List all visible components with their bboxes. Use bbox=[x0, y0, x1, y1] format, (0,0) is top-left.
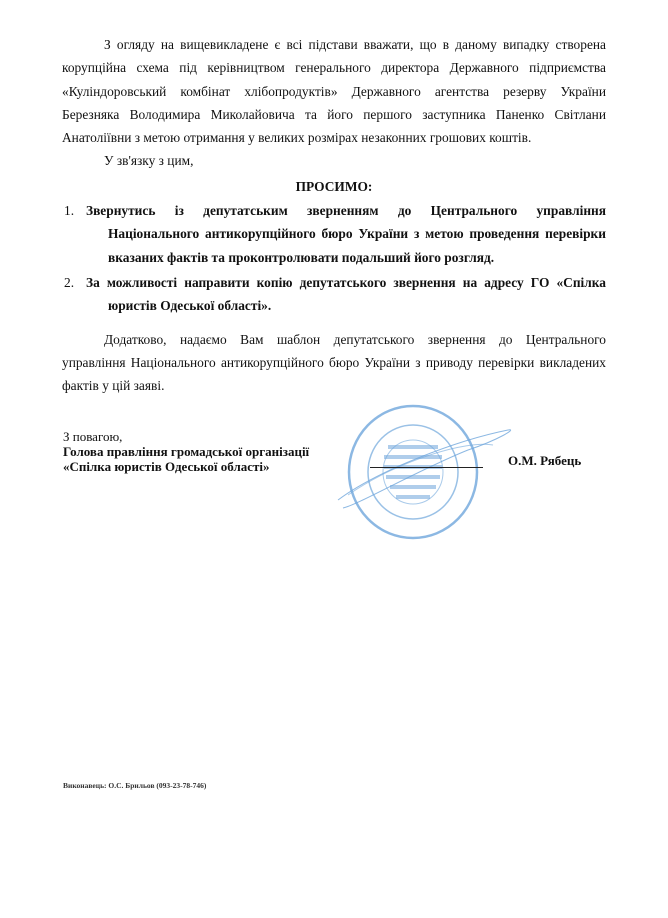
text-line: За можливості направити копію депутатського звернення на адресу ГО «Спілка bbox=[86, 275, 606, 290]
request-item-1 bbox=[64, 201, 606, 221]
text-line: управління Національного антикорупційного бюро України з приводу перевірки викладених bbox=[62, 355, 606, 370]
request-title: ПРОСИМО: bbox=[295, 179, 373, 194]
text-line: Національного антикорупційного бюро України з метою проведення перевірки bbox=[108, 226, 606, 241]
connection-text: У зв'язку з цим, bbox=[104, 153, 194, 168]
text-line: фактів у цій заяві. bbox=[62, 378, 165, 393]
signature-position: Голова правління громадської організації bbox=[63, 444, 310, 459]
signature-organization: «Спілка юристів Одеської області» bbox=[63, 459, 270, 474]
text-line: Звернутись із депутатським зверненням до Центрального управління bbox=[86, 203, 606, 218]
stamp-seal-icon bbox=[318, 400, 518, 550]
item-number: 1. bbox=[64, 203, 75, 218]
text-line: корупційна схема під керівництвом генерального директора Державного підприємства bbox=[62, 60, 606, 75]
signature-line bbox=[370, 467, 483, 468]
executor-footer: Виконавець: О.С. Брильов (093-23-78-746) bbox=[63, 781, 207, 790]
request-item-2 bbox=[64, 273, 606, 293]
text-line: «Кулiндоровський комбiнат хлiбопродуктiв» Державного агентства резерву України bbox=[62, 84, 606, 99]
text-line: Додатково, надаємо Вам шаблон депутатського звернення до Центрального bbox=[104, 332, 606, 347]
item-number: 2. bbox=[64, 275, 75, 290]
text-line: вказаних фактів та проконтролювати подальший його розгляд. bbox=[108, 250, 495, 265]
signature-greeting: З повагою, bbox=[63, 429, 123, 444]
text-line: юристів Одеської області». bbox=[108, 298, 272, 313]
signatory-name: О.М. Рябець bbox=[508, 453, 582, 468]
text-line: Анатоліївни з метою отримання у великих розмірах незаконних грошових коштів. bbox=[62, 130, 532, 145]
text-line: Березняка Володимира Миколайовича та його першого заступника Паненко Світлани bbox=[62, 107, 606, 122]
text-line: З огляду на вищевикладене є всі підстави вважати, що в даному випадку створена bbox=[104, 37, 606, 52]
